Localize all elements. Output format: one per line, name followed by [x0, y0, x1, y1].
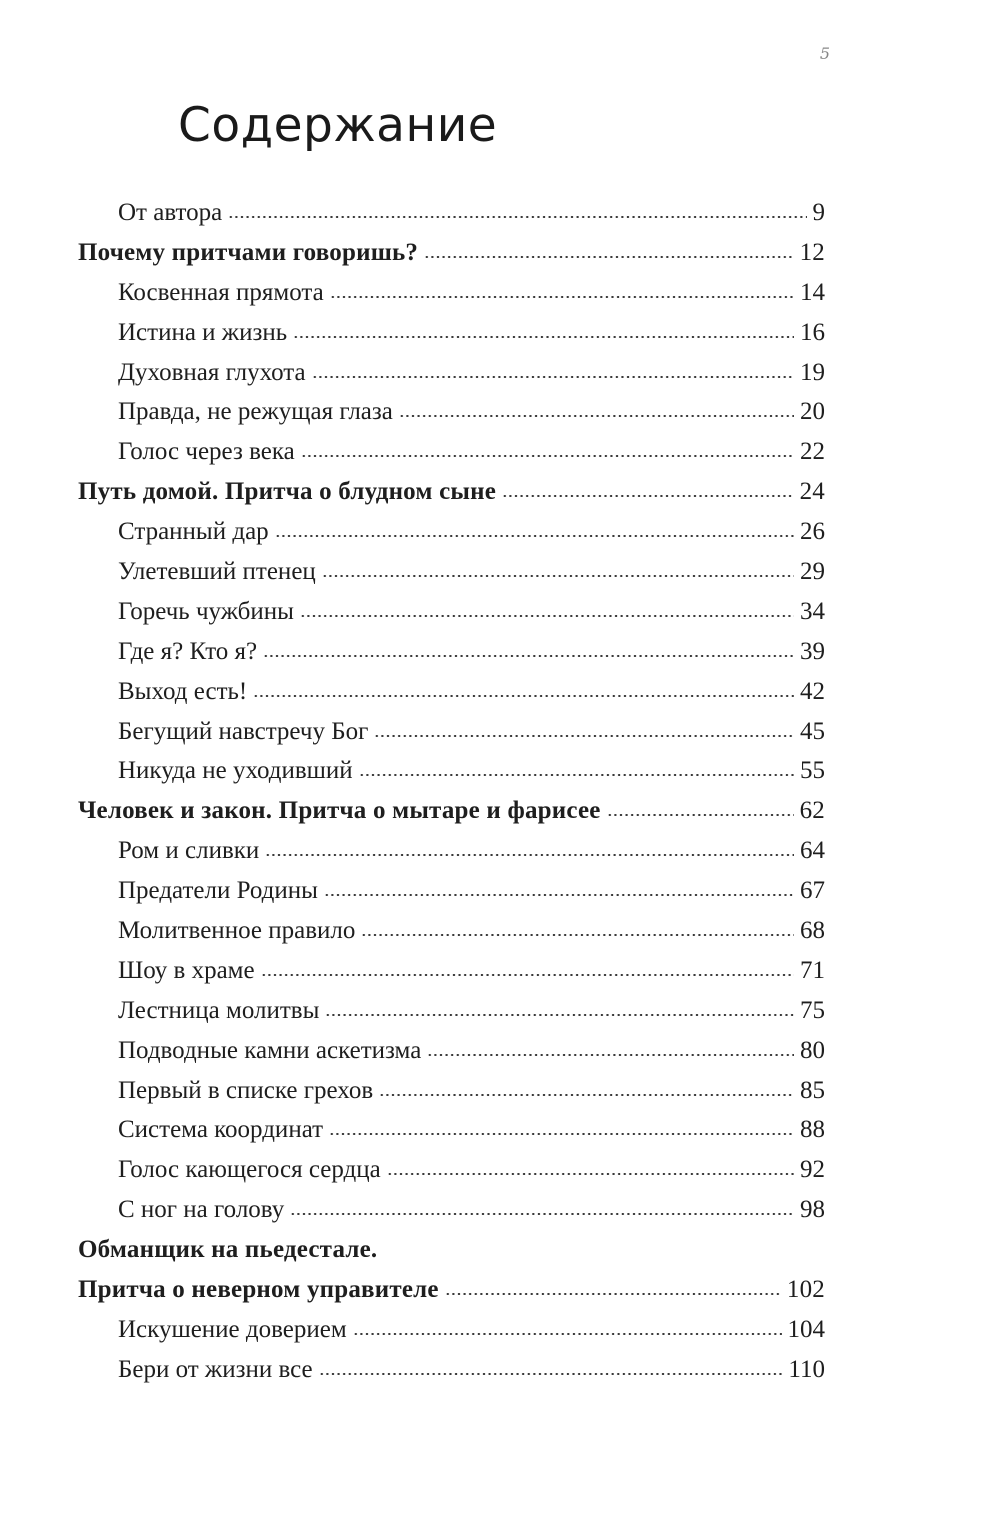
dot-leader: [300, 615, 794, 617]
toc-entry: [78, 592, 825, 632]
dot-leader: [445, 1293, 781, 1295]
dot-leader: [325, 1014, 794, 1016]
dot-leader: [330, 296, 794, 298]
toc-entry-page: 22: [800, 438, 825, 466]
dot-leader: [361, 934, 794, 936]
toc-entry: [78, 512, 825, 552]
table-of-contents: [78, 193, 825, 1390]
toc-entry-page: 12: [799, 238, 825, 266]
toc-entry: [78, 193, 825, 233]
dot-leader: [427, 1054, 794, 1056]
toc-entry-page: 39: [800, 637, 825, 665]
toc-entry-page: 110: [788, 1355, 825, 1383]
toc-entry-title: Почему притчами говоришь?: [78, 238, 419, 266]
contents-heading: Содержание: [178, 98, 498, 153]
toc-entry-title: Бегущий навстречу Бог: [118, 717, 369, 745]
toc-entry-page: 42: [800, 677, 825, 705]
toc-entry-title: Никуда не уходивший: [118, 757, 353, 785]
toc-entry-title: Подводные камни аскетизма: [118, 1036, 422, 1064]
toc-entry: [78, 353, 825, 393]
toc-entry: [78, 1270, 825, 1310]
toc-entry: [78, 951, 825, 991]
toc-entry-title: Молитвенное правило: [118, 917, 356, 945]
toc-entry: [78, 632, 825, 672]
dot-leader: [607, 814, 794, 816]
toc-entry-page: 85: [800, 1076, 825, 1104]
toc-entry-title: С ног на голову: [118, 1196, 285, 1224]
toc-entry-title: Голос через века: [118, 438, 295, 466]
toc-entry: [78, 1350, 825, 1390]
toc-entry: [78, 1150, 825, 1190]
dot-leader: [265, 854, 794, 856]
toc-entry-title: Странный дар: [118, 518, 269, 546]
dot-leader: [293, 336, 794, 338]
dot-leader: [275, 535, 794, 537]
dot-leader: [322, 575, 794, 577]
toc-entry-title: Шоу в храме: [118, 956, 255, 984]
toc-entry-page: 9: [812, 199, 825, 226]
toc-entry-page: 68: [800, 917, 825, 945]
dot-leader: [387, 1173, 794, 1175]
toc-entry: [78, 911, 825, 951]
toc-entry-title: Правда, не режущая глаза: [118, 398, 393, 426]
toc-entry: [78, 313, 825, 353]
toc-entry-title: Голос кающегося сердца: [118, 1156, 381, 1184]
toc-entry-page: 62: [799, 797, 825, 825]
toc-entry-page: 67: [800, 877, 825, 905]
toc-entry: [78, 1190, 825, 1230]
toc-entry-title: Система координат: [118, 1116, 324, 1144]
toc-entry-page: 14: [800, 278, 825, 306]
toc-entry: [78, 791, 825, 831]
dot-leader: [379, 1094, 794, 1096]
toc-entry-title: Искушение доверием: [118, 1315, 347, 1343]
toc-entry-page: 45: [800, 717, 825, 745]
toc-entry-title: Человек и закон. Притча о мытаре и фарисее: [78, 797, 601, 825]
toc-entry-title: Истина и жизнь: [118, 318, 288, 346]
toc-entry-title: Путь домой. Притча о блудном сыне: [78, 478, 497, 506]
dot-leader: [502, 495, 794, 497]
toc-entry: [78, 1110, 825, 1150]
toc-entry-page: 34: [800, 597, 825, 625]
toc-entry: [78, 392, 825, 432]
dot-leader: [359, 774, 794, 776]
dot-leader: [329, 1133, 794, 1135]
toc-entry: [78, 432, 825, 472]
page-number: 5: [819, 44, 830, 63]
toc-entry: [78, 712, 825, 752]
dot-leader: [261, 974, 794, 976]
dot-leader: [312, 376, 794, 378]
toc-entry-page: 102: [786, 1276, 825, 1304]
dot-leader: [253, 695, 794, 697]
toc-entry-title: Первый в списке грехов: [118, 1076, 374, 1104]
toc-entry-title: Предатели Родины: [118, 877, 318, 905]
toc-entry: [78, 672, 825, 712]
dot-leader: [228, 216, 806, 218]
toc-entry-page: 75: [800, 996, 825, 1024]
dot-leader: [324, 894, 794, 896]
toc-entry: [78, 472, 825, 512]
toc-entry-title: Лестница молитвы: [118, 996, 320, 1024]
dot-leader: [424, 256, 793, 258]
toc-entry-page: 20: [800, 398, 825, 426]
dot-leader: [353, 1333, 782, 1335]
dot-leader: [290, 1213, 794, 1215]
toc-entry: [78, 552, 825, 592]
toc-entry: [78, 1031, 825, 1071]
toc-entry-page: 71: [800, 956, 825, 984]
toc-entry-page: 24: [799, 478, 825, 506]
toc-entry: [78, 831, 825, 871]
toc-entry: [78, 1310, 825, 1350]
toc-entry-page: 92: [800, 1156, 825, 1184]
toc-entry: [78, 1071, 825, 1111]
toc-entry-page: 64: [800, 837, 825, 865]
toc-entry-page: 16: [800, 318, 825, 346]
toc-entry-title: От автора: [118, 199, 223, 226]
toc-entry-title: Выход есть!: [118, 677, 248, 705]
toc-entry-page: 55: [800, 757, 825, 785]
toc-entry: [78, 751, 825, 791]
toc-entry-page: 80: [800, 1036, 825, 1064]
toc-entry-page: 19: [800, 358, 825, 386]
dot-leader: [374, 735, 794, 737]
toc-entry-title: Обманщик на пьедестале.: [78, 1236, 378, 1264]
toc-entry: [78, 233, 825, 273]
toc-entry-page: 98: [800, 1196, 825, 1224]
toc-entry-page: 26: [800, 518, 825, 546]
toc-entry: [78, 273, 825, 313]
toc-entry-title: Притча о неверном управителе: [78, 1276, 439, 1304]
toc-entry-title: Улетевший птенец: [118, 558, 316, 586]
toc-entry: [78, 1230, 825, 1270]
dot-leader: [301, 455, 794, 457]
toc-entry-page: 29: [800, 558, 825, 586]
toc-entry-page: 104: [787, 1315, 825, 1343]
toc-entry: [78, 871, 825, 911]
toc-entry-title: Где я? Кто я?: [118, 637, 258, 665]
toc-entry-page: 88: [800, 1116, 825, 1144]
toc-entry: [78, 991, 825, 1031]
dot-leader: [399, 415, 794, 417]
dot-leader: [263, 655, 794, 657]
toc-entry-title: Ром и сливки: [118, 837, 260, 865]
toc-entry-title: Духовная глухота: [118, 358, 306, 386]
dot-leader: [319, 1373, 783, 1375]
toc-entry-title: Бери от жизни все: [118, 1355, 313, 1383]
toc-entry-title: Горечь чужбины: [118, 597, 294, 625]
toc-entry-title: Косвенная прямота: [118, 278, 324, 306]
